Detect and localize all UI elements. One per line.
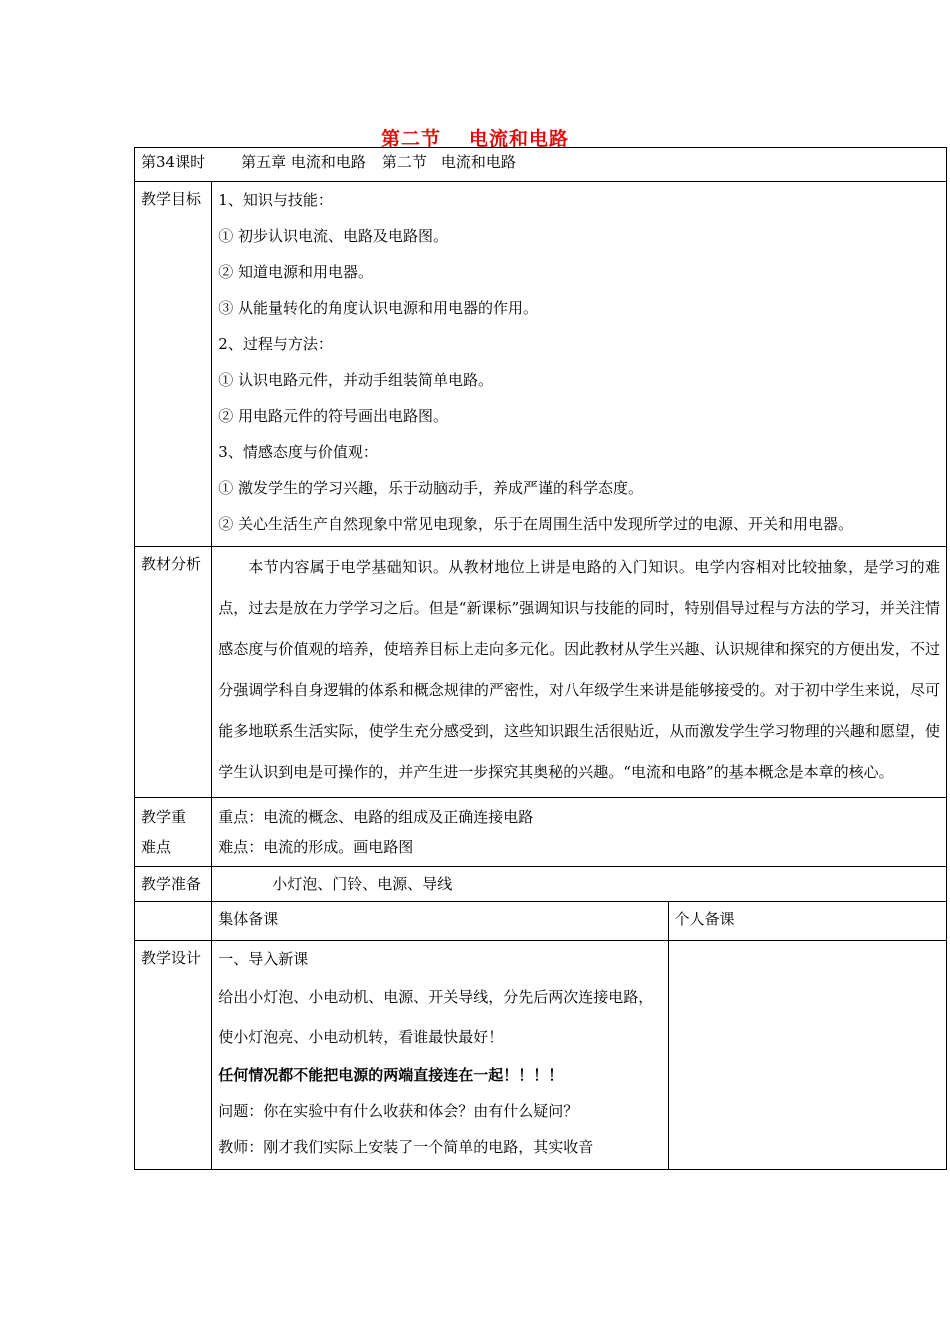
analysis-label: 教材分析 xyxy=(135,547,212,798)
section-title: 第二节 xyxy=(381,153,427,171)
preparation-label: 教学准备 xyxy=(135,867,212,902)
design-content xyxy=(212,941,668,1170)
design-label: 教学设计 xyxy=(135,941,212,1170)
design-warning: 任何情况都不能把电源的两端直接连在一起！！！！ xyxy=(218,1066,564,1084)
preparation-content: 小灯泡、门铃、电源、导线 xyxy=(212,867,947,902)
columns-empty-cell xyxy=(135,902,212,941)
goal-line: 2、过程与方法： xyxy=(218,335,333,353)
personal-header: 个人备课 xyxy=(668,902,946,941)
title-topic: 电流和电路 xyxy=(469,128,570,150)
keypoints-label xyxy=(135,798,212,867)
topic-title: 电流和电路 xyxy=(440,153,516,171)
analysis-text: 本节内容属于电学基础知识。从教材地位上讲是电路的入门知识。电学内容相对比较抽象，是学习的难点，过去是放在力学学习之后。但是“新课标”强调知识与技能的同时，特别倡导过程与方法的学习，并关注情感态度与价值观的培养，使培养目标上走向多元化。因此教材从学生兴趣、认识规律和探究的方便出发，不过分强调学科自身逻辑的体系和概念规律的严密性，对八年级学生来讲是能够接受的。对于初中学生来说，尽可能多地联系生活实际，使学生充分感受到，这些知识跟生活很贴近，从而激发学生学习物理的兴趣和愿望，使学生认识到电是可操作的，并产生进一步探究其奥秘的兴趣。“电流和电路”的基本概念是本章的核心。 xyxy=(218,558,940,781)
lesson-plan-table xyxy=(134,147,947,1170)
collective-header: 集体备课 xyxy=(212,902,668,941)
keypoints-label-line1: 教学重 xyxy=(141,808,187,826)
analysis-content xyxy=(212,547,947,798)
keypoints-row xyxy=(135,798,947,867)
personal-notes-cell xyxy=(668,941,946,1170)
lesson-number: 第34课时 xyxy=(141,153,206,171)
goals-label: 教学目标 xyxy=(135,182,212,547)
goal-line: ③ 从能量转化的角度认识电源和用电器的作用。 xyxy=(218,299,539,317)
analysis-row xyxy=(135,547,947,798)
preparation-row xyxy=(135,867,947,902)
design-row xyxy=(135,941,947,1170)
columns-row xyxy=(135,902,947,941)
header-row xyxy=(135,148,947,182)
difficulty-point: 难点：电流的形成。画电路图 xyxy=(218,838,414,856)
goals-content xyxy=(212,182,947,547)
chapter-title: 第五章 电流和电路 xyxy=(241,153,366,171)
keypoints-content xyxy=(212,798,947,867)
goal-line: 1、知识与技能： xyxy=(218,191,333,209)
keypoints-label-line2: 难点 xyxy=(141,838,172,856)
design-heading: 一、导入新课 xyxy=(218,950,309,968)
goal-line: ② 用电路元件的符号画出电路图。 xyxy=(218,407,449,425)
title-section: 第二节 xyxy=(380,128,441,150)
goal-line: 3、情感态度与价值观： xyxy=(218,443,378,461)
goals-row xyxy=(135,182,947,547)
goal-line: ② 知道电源和用电器。 xyxy=(218,263,374,281)
goal-line: ② 关心生活生产自然现象中常见电现象，乐于在周围生活中发现所学过的电源、开关和用电器。 xyxy=(218,515,854,533)
design-paragraph: 给出小灯泡、小电动机、电源、开关导线，分先后两次连接电路，使小灯泡亮、小电动机转，看谁最快最好！ xyxy=(218,988,654,1046)
goal-line: ① 初步认识电流、电路及电路图。 xyxy=(218,227,449,245)
design-teacher: 教师：刚才我们实际上安装了一个简单的电路，其实收音 xyxy=(218,1138,594,1156)
design-question: 问题：你在实验中有什么收获和体会？由有什么疑问？ xyxy=(218,1102,579,1120)
goal-line: ① 激发学生的学习兴趣，乐于动脑动手，养成严谨的科学态度。 xyxy=(218,479,644,497)
header-cell xyxy=(135,148,947,182)
goal-line: ① 认识电路元件，并动手组装简单电路。 xyxy=(218,371,494,389)
key-point: 重点：电流的概念、电路的组成及正确连接电路 xyxy=(218,808,534,826)
